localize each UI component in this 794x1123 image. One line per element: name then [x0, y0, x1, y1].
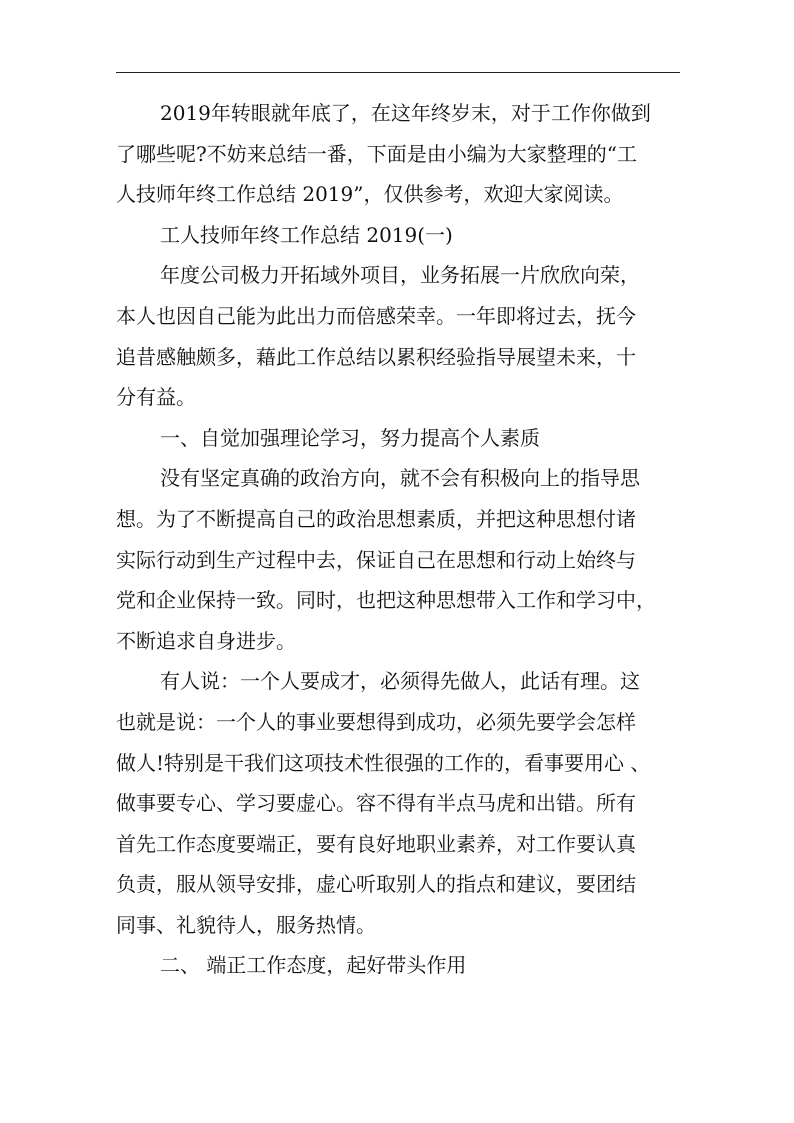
section-title-text: 工人技师年终工作总结 2019(一)	[160, 222, 453, 247]
paragraph-line: 同事、礼貌待人，服务热情。	[116, 912, 376, 937]
body-paragraph-1	[116, 255, 676, 417]
paragraph-line: 首先工作态度要端正，要有良好地职业素养，对工作要认真	[116, 831, 636, 856]
heading-text: 一、自觉加强理论学习，努力提高个人素质	[160, 425, 540, 450]
paragraph-line: 2019年转眼就年底了，在这年终岁末，对于工作你做到	[160, 101, 651, 125]
paragraph-line: 年度公司极力开拓域外项目，业务拓展一片欣欣向荣，	[160, 263, 640, 288]
heading-1	[116, 418, 676, 459]
paragraph-line: 做人!特别是干我们这项技术性很强的工作的，看事要用心 、	[116, 750, 651, 775]
paragraph-line: 分有益。	[116, 385, 196, 410]
paragraph-line: 人技师年终工作总结 2019”，仅供参考，欢迎大家阅读。	[116, 182, 624, 207]
paragraph-line: 没有坚定真确的政治方向，就不会有积极向上的指导思	[160, 466, 640, 491]
paragraph-line: 也就是说：一个人的事业要想得到成功，必须先要学会怎样	[116, 709, 636, 734]
paragraph-line: 党和企业保持一致。同时，也把这种思想带入工作和学习中，	[116, 588, 656, 613]
body-paragraph-2	[116, 458, 676, 661]
paragraph-line: 想。为了不断提高自己的政治思想素质，并把这种思想付诸	[116, 506, 636, 531]
document-body	[116, 93, 676, 986]
paragraph-line: 负责，服从领导安排，虚心听取别人的指点和建议，要团结	[116, 872, 636, 897]
heading-text: 二、 端正工作态度，起好带头作用	[160, 953, 467, 978]
paragraph-line: 有人说：一个人要成才，必须得先做人，此话有理。这	[160, 669, 640, 694]
paragraph-line: 本人也因自己能为此出力而倍感荣幸。一年即将过去，抚今	[116, 303, 636, 328]
paragraph-line: 做事要专心、学习要虚心。容不得有半点马虎和出错。所有	[116, 791, 636, 816]
paragraph-line: 实际行动到生产过程中去，保证自己在思想和行动上始终与	[116, 547, 636, 572]
header-rule	[116, 72, 680, 73]
paragraph-line: 不断追求自身进步。	[116, 628, 296, 653]
heading-2	[116, 945, 676, 986]
body-paragraph-3	[116, 661, 676, 945]
section-title	[116, 215, 676, 256]
paragraph-line: 了哪些呢?不妨来总结一番，下面是由小编为大家整理的“工	[116, 141, 637, 166]
paragraph-line: 追昔感触颇多，藉此工作总结以累积经验指导展望未来，十	[116, 344, 636, 369]
intro-paragraph	[116, 93, 676, 215]
